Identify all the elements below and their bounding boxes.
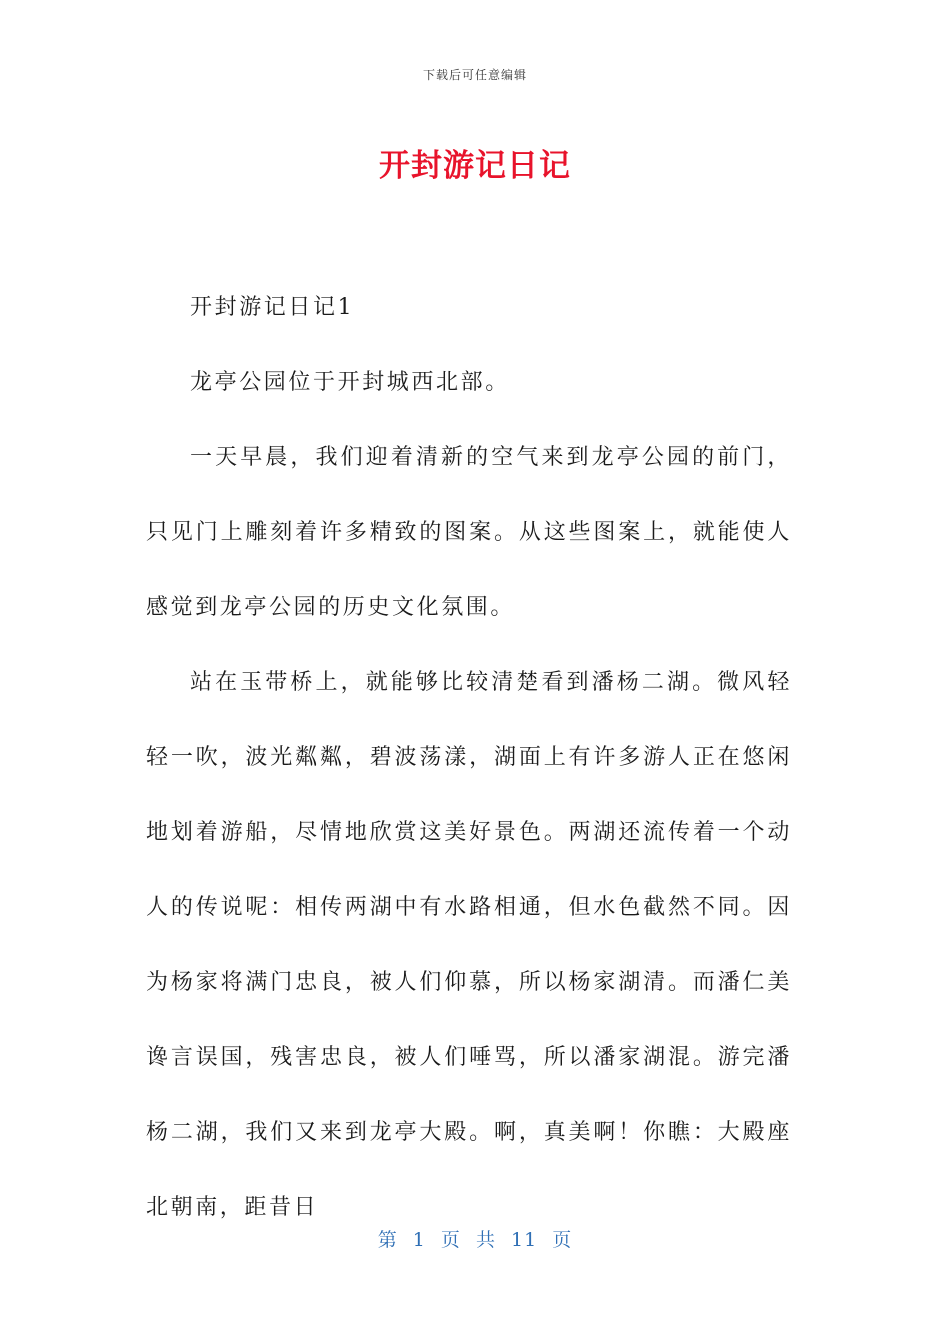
paragraph: 龙亭公园位于开封城西北部。: [190, 370, 510, 395]
header-note: 下载后可任意编辑: [422, 68, 527, 82]
paragraph: 一天早晨，我们迎着清新的空气来到龙亭公园的前门，只见门上雕刻着许多精致的图案。从这些图案上，就能使人感觉到龙亭公园的历史文化氛围。: [146, 445, 792, 620]
page-number-footer: 第 1 页 共 11 页: [377, 1229, 573, 1251]
paragraph: 站在玉带桥上，就能够比较清楚看到潘杨二湖。微风轻轻一吹，波光粼粼，碧波荡漾，湖面上有许多游人正在悠闲地划着游船，尽情地欣赏这美好景色。两湖还流传着一个动人的传说呢：相传两湖中有水路相通，但水色截然不同。因为杨家将满门忠良，被人们仰慕，所以杨家湖清。而潘仁美谗言误国，残害忠良，被人们唾骂，所以潘家湖混。游完潘杨二湖，我们又来到龙亭大殿。啊，真美啊！你瞧：大殿座北朝南，距昔日: [146, 670, 792, 1220]
document-body: [146, 270, 792, 1245]
paragraph-subtitle: 开封游记日记1: [190, 295, 355, 320]
document-title: 开封游记日记: [379, 148, 571, 184]
